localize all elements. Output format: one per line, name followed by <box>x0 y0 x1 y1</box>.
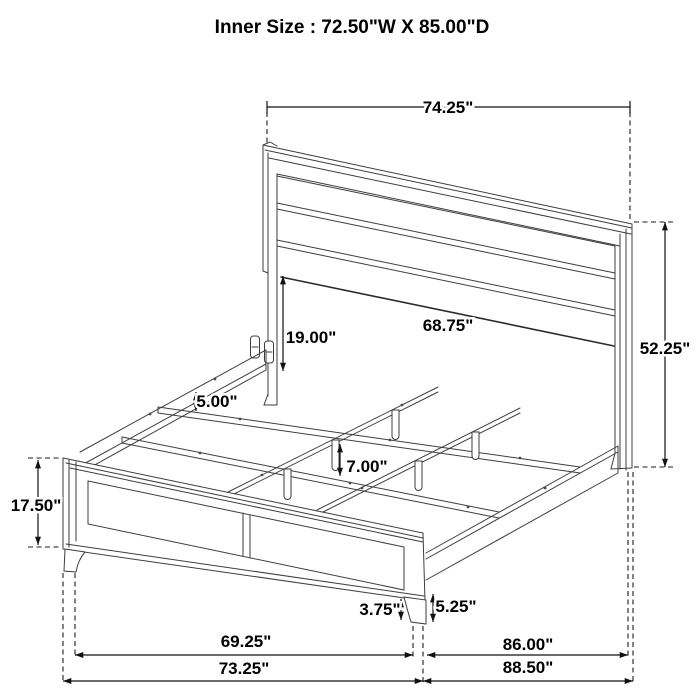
rail-top-edge <box>426 446 618 553</box>
rail-bracket-hardware <box>251 336 274 363</box>
dim-overall-width-label: 74.25" <box>422 98 474 117</box>
post-cap-base <box>263 271 268 273</box>
panel-groove <box>277 246 615 316</box>
post-foot <box>611 453 632 469</box>
post-foot <box>264 393 277 405</box>
support-leg <box>332 440 339 471</box>
footboard-right-leg <box>404 597 426 624</box>
footboard-outer-panel <box>63 458 425 601</box>
rail-top-edge <box>80 350 266 452</box>
rail-flange <box>82 370 266 472</box>
support-leg <box>284 469 291 500</box>
headboard-cap-line <box>265 150 632 228</box>
headboard <box>251 142 633 470</box>
support-leg <box>392 410 399 440</box>
dim-headboard-height-label: 52.25" <box>639 339 691 358</box>
dim-overall-depth-label: 88.50" <box>502 658 554 677</box>
headboard-cap-line <box>269 158 631 234</box>
rail-bottom-edge <box>426 473 618 580</box>
dimension-labels <box>11 98 691 678</box>
dim-rail-drop-label: 5.00" <box>196 392 238 411</box>
dim-footboard-width-label: 73.25" <box>218 659 270 678</box>
dim-footboard-leg-label: 3.75" <box>359 600 401 619</box>
dim-support-leg-label: 7.00" <box>346 457 388 476</box>
dim-footboard-inner-width-label: 69.25" <box>220 632 272 651</box>
dimension-extension-lines <box>28 112 674 683</box>
dim-rail-clearance-label: 5.25" <box>435 597 477 616</box>
side-rail-left <box>80 350 266 472</box>
dim-rail-length-label: 86.00" <box>502 635 554 654</box>
page-title: Inner Size : 72.50"W X 85.00"D <box>214 17 490 38</box>
dim-headboard-clearance-label: 19.00" <box>285 328 337 347</box>
headboard-right-post <box>611 224 632 470</box>
rail-ledge <box>426 452 618 559</box>
panel-top-edge <box>277 176 615 246</box>
dimension-lines <box>38 101 665 681</box>
footboard-left-leg <box>64 549 85 572</box>
support-leg <box>472 432 479 460</box>
support-leg <box>415 461 422 491</box>
dim-headboard-panel-width-label: 68.75" <box>422 316 474 335</box>
side-rail-right <box>426 446 618 580</box>
dim-footboard-height-label: 17.50" <box>10 496 62 515</box>
headboard-left-post <box>263 145 277 405</box>
panel-groove <box>277 240 615 310</box>
